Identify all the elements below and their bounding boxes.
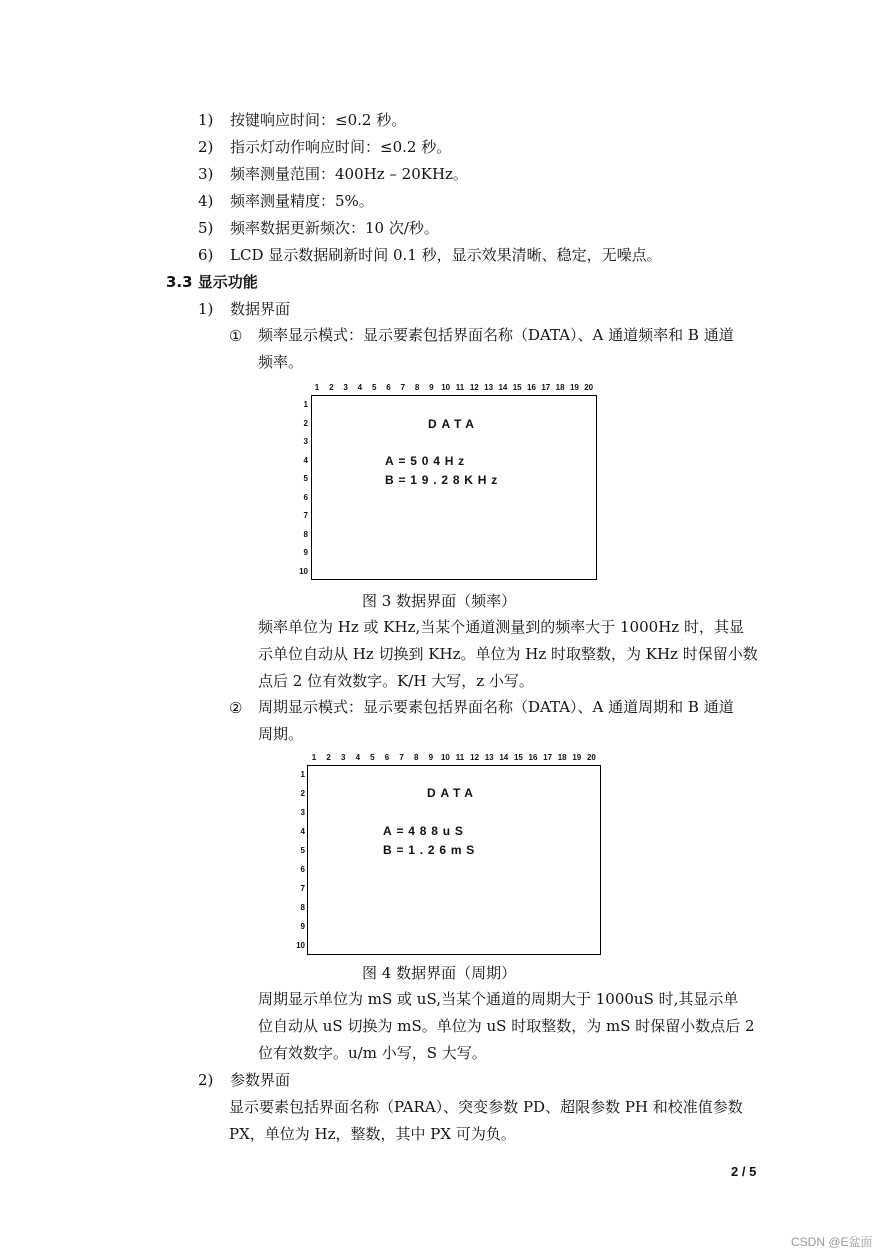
column-number: 9: [428, 753, 434, 762]
column-number: 8: [413, 753, 419, 762]
column-number: 7: [400, 383, 406, 392]
column-number: 15: [513, 753, 523, 762]
row-number: 5: [303, 474, 308, 483]
row-number: 6: [303, 492, 308, 502]
column-number: 9: [429, 383, 434, 392]
column-number: 15: [512, 383, 522, 392]
lcd-title: DATA: [428, 417, 479, 431]
list-number: 1): [198, 300, 214, 318]
column-number: 12: [470, 753, 480, 762]
page-number: 2 / 5: [731, 1164, 757, 1179]
column-number: 6: [384, 753, 390, 762]
text-line: 周期显示单位为 mS 或 uS,当某个通道的周期大于 1000uS 时,其显示单: [258, 990, 739, 1008]
column-number: 16: [527, 383, 536, 392]
row-number: 3: [303, 437, 308, 446]
row-number: 7: [303, 511, 308, 520]
text-line: 周期显示模式：显示要素包括界面名称（DATA）、A 通道周期和 B 通道: [258, 698, 734, 716]
column-number: 10: [441, 383, 451, 392]
list-number: 5): [198, 219, 214, 237]
column-number: 4: [355, 753, 361, 762]
column-number: 19: [569, 383, 579, 392]
text-line: 频率显示模式：显示要素包括界面名称（DATA）、A 通道频率和 B 通道: [258, 326, 734, 344]
period-unit-note: [258, 986, 755, 1067]
figure-3-lcd-grid: [296, 383, 602, 583]
figure-3-caption: 图 3 数据界面（频率）: [362, 592, 517, 610]
row-number: 3: [300, 808, 305, 817]
column-number: 17: [541, 383, 551, 392]
column-number: 10: [440, 753, 450, 762]
lcd-screen: [311, 395, 597, 580]
text-line: 显示要素包括界面名称（PARA）、突变参数 PD、超限参数 PH 和校准值参数: [229, 1098, 743, 1116]
lcd-line-b: B=1.26mS: [383, 843, 480, 857]
list-number: 3): [198, 165, 214, 183]
column-number: 5: [370, 753, 375, 762]
row-number: 7: [300, 884, 305, 893]
column-number: 20: [584, 383, 594, 392]
freq-mode-description: [258, 322, 734, 376]
text-line: 位自动从 uS 切换为 mS。单位为 uS 时取整数，为 mS 时保留小数点后 2: [258, 1017, 755, 1035]
text-line: 位有效数字。u/m 小写，S 大写。: [258, 1044, 487, 1062]
row-number: 4: [300, 827, 305, 836]
spec-text: 频率测量范围：400Hz – 20KHz。: [230, 165, 468, 183]
lcd-screen: [307, 765, 601, 955]
column-number: 1: [311, 753, 317, 762]
subsection-title: 参数界面: [230, 1071, 291, 1089]
column-number: 7: [399, 753, 404, 762]
column-number: 12: [469, 383, 479, 392]
param-interface-description: [229, 1094, 743, 1148]
column-number: 18: [557, 753, 567, 762]
row-number: 9: [300, 922, 305, 931]
text-line: 点后 2 位有效数字。K/H 大写，z 小写。: [258, 672, 534, 690]
text-line: 周期。: [258, 725, 304, 743]
column-number: 4: [357, 383, 363, 392]
column-number: 2: [326, 753, 331, 762]
row-number: 4: [303, 455, 308, 465]
freq-mode-marker: ①: [229, 327, 243, 345]
spec-text: LCD 显示数据刷新时间 0.1 秒，显示效果清晰、稳定，无噪点。: [230, 246, 662, 264]
text-line: 频率单位为 Hz 或 KHz,当某个通道测量到的频率大于 1000Hz 时，其显: [258, 618, 744, 636]
column-number: 3: [343, 383, 348, 392]
column-number: 14: [499, 753, 509, 762]
column-number: 13: [484, 753, 494, 762]
period-mode-description: [258, 694, 734, 748]
text-line: 示单位自动从 Hz 切换到 KHz。单位为 Hz 时取整数，为 KHz 时保留小数: [258, 645, 758, 663]
column-number: 6: [386, 383, 391, 392]
row-number: 8: [300, 903, 305, 912]
row-number: 8: [303, 529, 308, 539]
row-number: 1: [300, 770, 305, 779]
column-number: 11: [455, 753, 465, 762]
row-number: 2: [303, 418, 308, 428]
column-number: 20: [586, 753, 596, 762]
figure-4-caption: 图 4 数据界面（周期）: [362, 964, 517, 982]
row-number: 10: [296, 941, 305, 950]
spec-text: 按键响应时间：≤0.2 秒。: [230, 111, 407, 129]
column-number: 13: [484, 383, 494, 392]
subsection-title: 数据界面: [230, 300, 291, 318]
column-number: 14: [498, 383, 508, 392]
watermark: CSDN @E盆面: [791, 1235, 873, 1249]
row-number: 1: [303, 400, 308, 409]
list-number: 1): [198, 111, 214, 129]
spec-text: 频率数据更新频次：10 次/秒。: [230, 219, 439, 237]
column-number: 2: [329, 383, 334, 392]
period-mode-marker: ②: [229, 699, 243, 717]
column-number: 11: [455, 383, 465, 392]
column-number: 8: [414, 383, 420, 392]
lcd-line-b: B=19.28KHz: [385, 473, 503, 487]
row-number: 6: [300, 865, 305, 874]
row-number: 2: [300, 789, 305, 798]
spec-text: 指示灯动作响应时间：≤0.2 秒。: [230, 138, 452, 156]
lcd-title: DATA: [427, 786, 478, 800]
column-number: 17: [543, 753, 553, 762]
text-line: 频率。: [258, 353, 304, 371]
column-number: 5: [371, 383, 377, 392]
lcd-line-a: A=504Hz: [385, 454, 469, 468]
column-number: 1: [314, 383, 320, 392]
column-number: 16: [528, 753, 538, 762]
row-number: 9: [303, 548, 308, 557]
section-heading: 3.3 显示功能: [166, 273, 258, 291]
list-number: 6): [198, 246, 214, 264]
text-line: PX，单位为 Hz，整数，其中 PX 可为负。: [229, 1125, 516, 1143]
row-number: 10: [299, 566, 308, 576]
freq-unit-note: [258, 614, 758, 695]
row-number: 5: [300, 846, 305, 855]
list-number: 2): [198, 138, 214, 156]
figure-4-lcd-grid: [293, 753, 605, 955]
column-number: 18: [555, 383, 565, 392]
spec-text: 频率测量精度：5%。: [230, 192, 374, 210]
list-number: 4): [198, 192, 214, 210]
list-number: 2): [198, 1071, 214, 1089]
column-number: 19: [572, 753, 582, 762]
lcd-line-a: A=488uS: [383, 824, 468, 838]
column-number: 3: [340, 753, 346, 762]
